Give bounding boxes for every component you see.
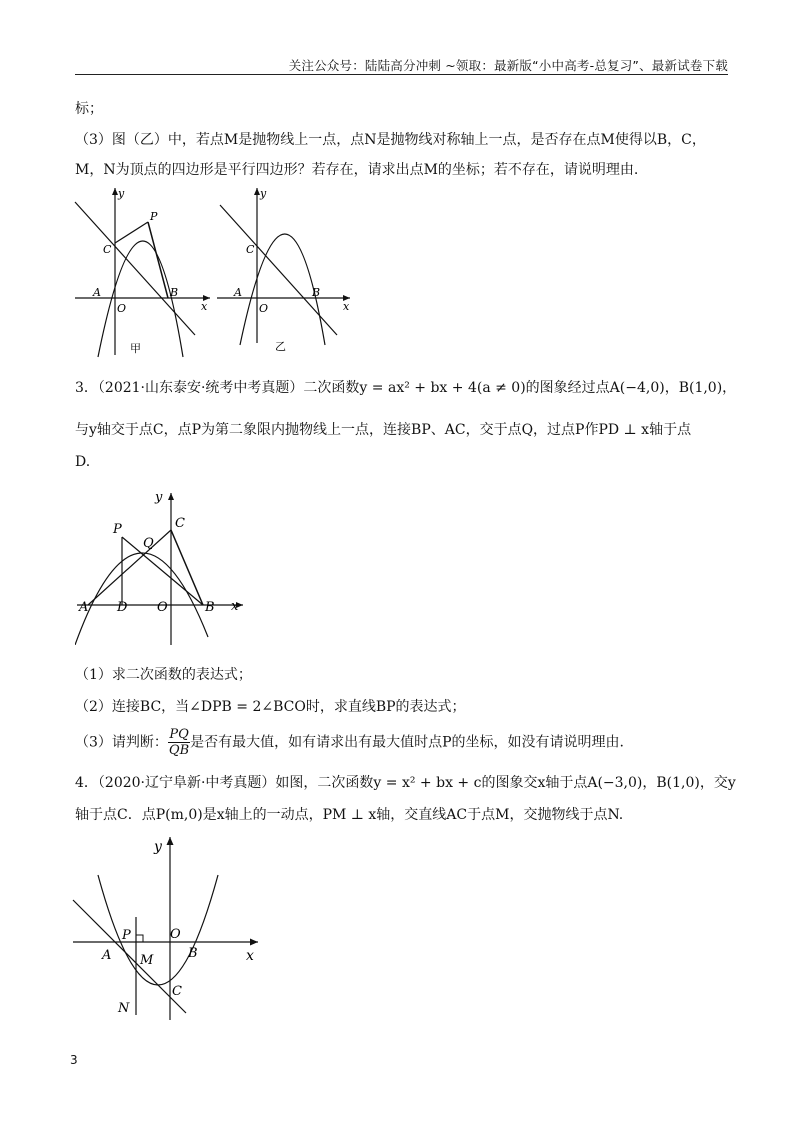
- problem-3-line2: 与y轴交于点C，点P为第二象限内抛物线上一点，连接BP、AC，交于点Q，过点P作PD ⊥ x轴于点: [75, 422, 692, 438]
- figure-yi: [215, 185, 360, 365]
- fraction-numerator: PQ: [169, 727, 189, 742]
- page-number: 3: [70, 1053, 78, 1067]
- label-x: x: [201, 300, 208, 313]
- caption-jia: 甲: [130, 342, 141, 355]
- label-x: x: [246, 948, 254, 964]
- fraction-pq-qb: [168, 727, 190, 758]
- problem-3-question-2: （2）连接BC，当∠DPB = 2∠BCO时，求直线BP的表达式；: [75, 699, 466, 715]
- question-3-part3-line1: （3）图（乙）中，若点M是抛物线上一点，点N是抛物线对称轴上一点，是否存在点M使得以B，C，: [75, 132, 706, 148]
- label-o: O: [117, 302, 127, 315]
- label-c: C: [172, 984, 182, 999]
- fraction-denominator: QB: [168, 743, 190, 758]
- label-c: C: [175, 516, 185, 531]
- label-y: y: [118, 187, 125, 200]
- caption-yi: 乙: [275, 340, 286, 353]
- label-n: N: [118, 1001, 130, 1016]
- label-p: P: [122, 928, 131, 943]
- label-q: Q: [143, 536, 154, 551]
- label-c: C: [246, 243, 255, 256]
- label-o: O: [259, 302, 269, 315]
- label-c: C: [103, 243, 112, 256]
- label-a: A: [234, 286, 242, 299]
- label-p: P: [113, 522, 122, 537]
- page-header: 关注公众号：陆陆高分冲刺 ~领取：最新版“小中高考-总复习”、最新试卷下载: [288, 58, 728, 73]
- label-a: A: [93, 286, 101, 299]
- problem-3-line3: D.: [75, 454, 91, 470]
- label-o: O: [157, 600, 168, 615]
- label-a: A: [102, 948, 112, 963]
- figure-problem-3: [75, 485, 255, 645]
- problem-3-question-1: （1）求二次函数的表达式；: [75, 667, 252, 683]
- problem-3-line1: 3．（2021·山东泰安·统考中考真题）二次函数y = ax² + bx + 4(a ≠ 0)的图象经过点A(−4,0)，B(1,0)，: [75, 380, 737, 396]
- label-o: O: [170, 927, 181, 942]
- problem-4-line1: 4．（2020·辽宁阜新·中考真题）如图，二次函数y = x² + bx + c的图象交x轴于点A(−3,0)，B(1,0)，交y: [75, 775, 736, 791]
- label-p: P: [150, 210, 158, 223]
- header-divider: [75, 74, 728, 75]
- question-3-prefix: （3）请判断：: [75, 734, 168, 751]
- label-b: B: [188, 946, 198, 961]
- label-a: A: [79, 600, 89, 615]
- label-y: y: [154, 839, 162, 855]
- label-b: B: [170, 286, 179, 299]
- label-b: B: [312, 286, 321, 299]
- problem-3-question-3: [75, 727, 735, 758]
- question-3-part3-line2: M，N为顶点的四边形是平行四边形？若存在，请求出点M的坐标；若不存在，请说明理由.: [75, 162, 639, 178]
- label-m: M: [140, 953, 154, 968]
- figure-problem-4: [68, 835, 268, 1025]
- label-y: y: [260, 187, 267, 200]
- label-x: x: [343, 300, 350, 313]
- figure-jia: [70, 185, 220, 365]
- problem-4-line2: 轴于点C．点P(m,0)是x轴上的一动点，PM ⊥ x轴，交直线AC于点M，交抛物线于点N.: [75, 807, 624, 823]
- label-d: D: [117, 600, 128, 615]
- label-b: B: [205, 600, 215, 615]
- label-y: y: [155, 490, 163, 505]
- label-x: x: [231, 599, 239, 614]
- text-line-continuation: 标；: [75, 101, 103, 117]
- question-3-suffix: 是否有最大值，如有请求出有最大值时点P的坐标，如没有请说明理由.: [190, 734, 625, 751]
